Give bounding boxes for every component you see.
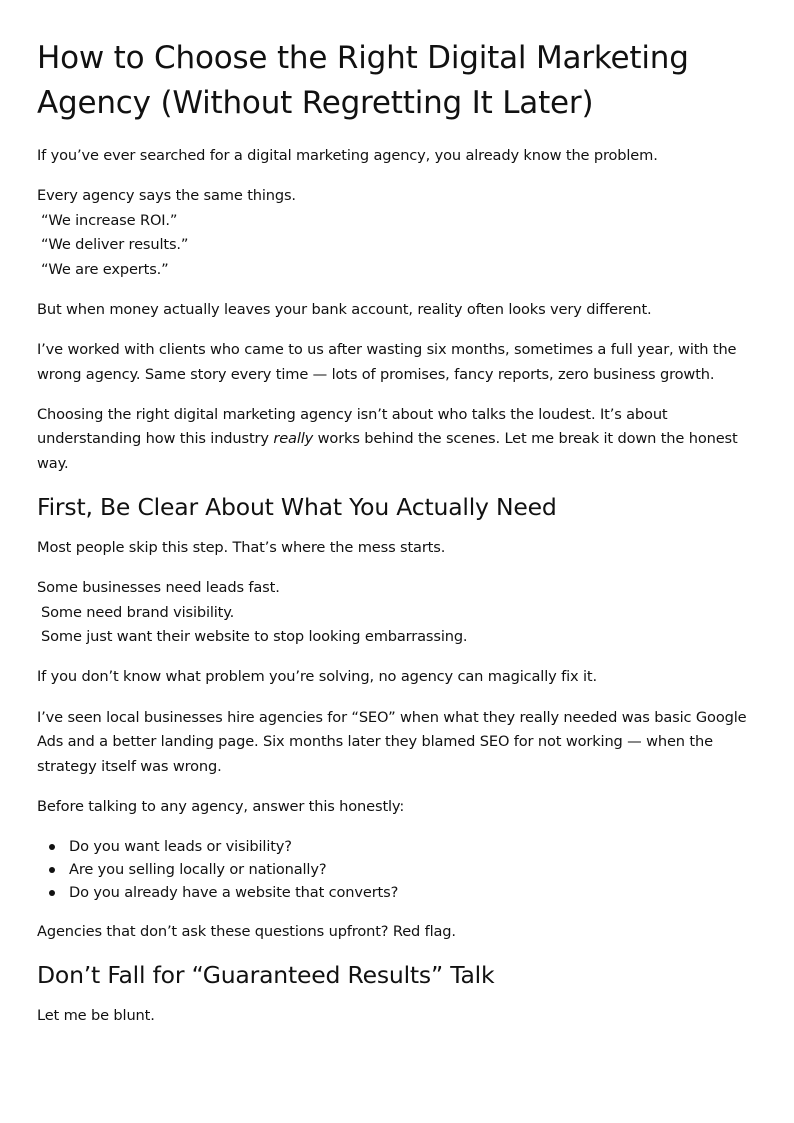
list-item — [69, 835, 754, 858]
quote-line: “We deliver results.” — [41, 236, 189, 254]
list-item-text: Are you selling locally or nationally? — [69, 861, 327, 879]
money-paragraph: But when money actually leaves your bank account, reality often looks very different. — [37, 300, 652, 318]
bullet-icon — [49, 844, 55, 850]
same-things-paragraph — [37, 184, 754, 282]
quote-line: “We increase ROI.” — [41, 211, 178, 229]
skip-step-paragraph: Most people skip this step. That’s where the mess starts. — [37, 539, 446, 557]
choosing-emphasis: really — [273, 430, 314, 448]
section-heading-needs: First, Be Clear About What You Actually Need — [37, 493, 557, 522]
needs-line: Some just want their website to stop looking embarrassing. — [41, 628, 468, 646]
choosing-paragraph — [37, 403, 754, 477]
bullet-icon — [49, 867, 55, 873]
list-item-text: Do you already have a website that converts? — [69, 884, 399, 902]
needs-line: Some need brand visibility. — [41, 603, 235, 621]
no-problem-paragraph: If you don’t know what problem you’re solving, no agency can magically fix it. — [37, 668, 597, 686]
same-things-lead: Every agency says the same things. — [37, 187, 296, 205]
quote-line: “We are experts.” — [41, 260, 169, 278]
section-heading-guaranteed: Don’t Fall for “Guaranteed Results” Talk — [37, 961, 495, 990]
questions-list — [37, 835, 754, 905]
intro-paragraph: If you’ve ever searched for a digital marketing agency, you already know the problem. — [37, 147, 658, 164]
list-item — [69, 858, 754, 881]
list-item-text: Do you want leads or visibility? — [69, 837, 292, 855]
worked-with-paragraph: I’ve worked with clients who came to us after wasting six months, sometimes a full year, with the wrong agency. Same story every time — lots of promises, fancy reports, zero business growth. — [37, 341, 737, 383]
bullet-icon — [49, 890, 55, 896]
red-flag-paragraph: Agencies that don’t ask these questions upfront? Red flag. — [37, 923, 456, 941]
seen-local-paragraph: I’ve seen local businesses hire agencies for “SEO” when what they really needed was basic Google Ads and a better landing page. Six months later they blamed SEO for not working — when the strategy itself was wrong. — [37, 708, 747, 775]
needs-lead: Some businesses need leads fast. — [37, 579, 280, 597]
needs-paragraph — [37, 576, 754, 650]
choosing-text-after: works behind the scenes. Let me break it down the honest way. — [37, 430, 738, 472]
article-title: How to Choose the Right Digital Marketing Agency (Without Regretting It Later) — [37, 40, 689, 121]
list-item — [69, 881, 754, 904]
choosing-text-before: Choosing the right digital marketing agency isn’t about who talks the loudest. It’s about understanding how this industry — [37, 405, 668, 448]
before-talking-paragraph: Before talking to any agency, answer this honestly: — [37, 797, 405, 815]
blunt-paragraph: Let me be blunt. — [37, 1007, 155, 1025]
